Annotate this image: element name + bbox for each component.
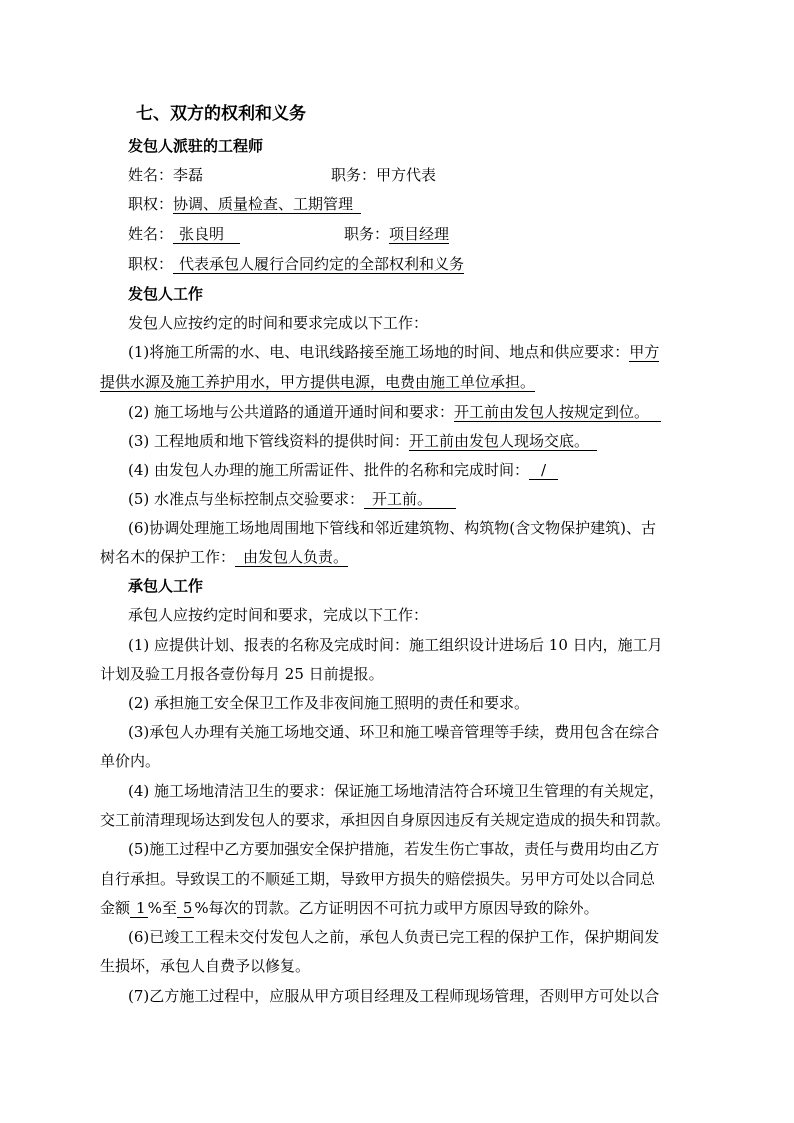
contractor-item1-line1: (1) 应提供计划、报表的名称及完成时间：施工组织设计进场后 10 日内，施工月 bbox=[128, 636, 663, 654]
employer-item1-line1 bbox=[128, 342, 700, 362]
employer-work-intro: 发包人应按约定的时间和要求完成以下工作： bbox=[128, 314, 429, 332]
employer-item5 bbox=[128, 489, 700, 509]
contractor-item3-line1: (3)承包人办理有关施工场地交通、环卫和施工噪音管理等手续，费用包含在综合 bbox=[128, 723, 660, 741]
manager-name-row bbox=[128, 224, 700, 244]
contractor-item5-line1: (5)施工过程中乙方要加强安全保护措施，若发生伤亡事故，责任与费用均由乙方 bbox=[128, 840, 660, 858]
contractor-item1-line2: 计划及验工月报各壹份每月 25 日前提报。 bbox=[100, 665, 384, 683]
section-title: 七、双方的权利和义务 bbox=[136, 104, 306, 124]
engineer-heading: 发包人派驻的工程师 bbox=[128, 137, 264, 155]
employer-item6-line2 bbox=[100, 547, 700, 567]
engineer-authority-row bbox=[128, 194, 700, 214]
engineer-name-row bbox=[128, 165, 700, 185]
manager-name-value: 张良明 bbox=[173, 225, 240, 244]
engineer-name-value: 李磊 bbox=[173, 166, 204, 184]
employer-item1-line2 bbox=[100, 372, 700, 392]
contractor-item7-line1: (7)乙方施工过程中，应服从甲方项目经理及工程师现场管理，否则甲方可处以合 bbox=[128, 987, 660, 1005]
employer-item1-text: (1)将施工所需的水、电、电讯线路接至施工场地的时间、地点和供应要求： bbox=[128, 343, 630, 361]
penalty-max-value: 5 bbox=[177, 899, 195, 918]
employer-item1-value-cont: 提供水源及施工养护用水，甲方提供电源，电费由施工单位承担。 bbox=[100, 373, 536, 391]
contractor-item6-line1: (6)已竣工工程未交付发包人之前，承包人负责已完工程的保护工作，保护期间发 bbox=[128, 928, 660, 946]
manager-authority-label: 职权： bbox=[128, 255, 174, 273]
manager-name-label: 姓名： bbox=[128, 225, 174, 243]
contractor-item4-line1: (4) 施工场地清洁卫生的要求：保证施工场地清洁符合环境卫生管理的有关规定， bbox=[128, 782, 665, 800]
penalty-min-value: 1 bbox=[130, 899, 148, 918]
employer-item4-value: / bbox=[529, 461, 558, 480]
manager-authority-value: 代表承包人履行合同约定的全部权利和义务 bbox=[173, 255, 464, 274]
contractor-work-heading: 承包人工作 bbox=[128, 577, 204, 595]
manager-authority-row bbox=[128, 254, 700, 274]
employer-item5-value: 开工前。 bbox=[364, 490, 456, 509]
contractor-item2: (2) 承担施工安全保卫工作及非夜间施工照明的责任和要求。 bbox=[128, 694, 530, 712]
manager-position-label: 职务： bbox=[344, 225, 390, 243]
contractor-item5-text2: %至 bbox=[147, 899, 177, 917]
employer-item3-value: 开工前由发包人现场交底。 bbox=[409, 432, 597, 451]
contractor-item3-line2: 单价内。 bbox=[100, 752, 161, 770]
contractor-item5-line3 bbox=[100, 898, 700, 918]
engineer-name-label: 姓名： bbox=[128, 166, 174, 184]
employer-work-heading: 发包人工作 bbox=[128, 285, 204, 303]
employer-item2 bbox=[128, 402, 700, 422]
contractor-work-intro: 承包人应按约定时间和要求，完成以下工作： bbox=[128, 606, 429, 624]
employer-item3 bbox=[128, 431, 700, 451]
contractor-item5-text1: 金额 bbox=[100, 899, 131, 917]
employer-item2-text: (2) 施工场地与公共道路的通道开通时间和要求： bbox=[128, 403, 455, 421]
contractor-item4-line2: 交工前清理现场达到发包人的要求，承担因自身原因违反有关规定造成的损失和罚款。 bbox=[100, 811, 671, 829]
contractor-item5-line2: 自行承担。导致误工的不顺延工期，导致甲方损失的赔偿损失。另甲方可处以合同总 bbox=[100, 870, 656, 888]
employer-item4-text: (4) 由发包人办理的施工所需证件、批件的名称和完成时间： bbox=[128, 461, 530, 479]
engineer-position-label: 职务： bbox=[331, 166, 377, 184]
engineer-authority-label: 职权： bbox=[128, 195, 174, 213]
employer-item3-text: (3) 工程地质和地下管线资料的提供时间： bbox=[128, 432, 410, 450]
employer-item1-value: 甲方 bbox=[629, 343, 660, 361]
engineer-authority-value: 协调、质量检查、工期管理 bbox=[173, 195, 361, 214]
employer-item2-value: 开工前由发包人按规定到位。 bbox=[454, 403, 661, 422]
employer-item5-text: (5) 水准点与坐标控制点交验要求： bbox=[128, 490, 365, 508]
manager-position-value: 项目经理 bbox=[389, 225, 450, 243]
engineer-position-value: 甲方代表 bbox=[376, 166, 437, 184]
employer-item6-text: 树名木的保护工作： bbox=[100, 548, 236, 566]
contractor-item5-text3: %每次的罚款。乙方证明因不可抗力或甲方原因导致的除外。 bbox=[194, 899, 599, 917]
employer-item4 bbox=[128, 460, 700, 480]
employer-item6-line1: (6)协调处理施工场地周围地下管线和邻近建筑物、构筑物(含文物保护建筑)、古 bbox=[128, 519, 656, 537]
contractor-item6-line2: 生损坏，承包人自费予以修复。 bbox=[100, 957, 311, 975]
employer-item6-value: 由发包人负责。 bbox=[235, 548, 348, 567]
